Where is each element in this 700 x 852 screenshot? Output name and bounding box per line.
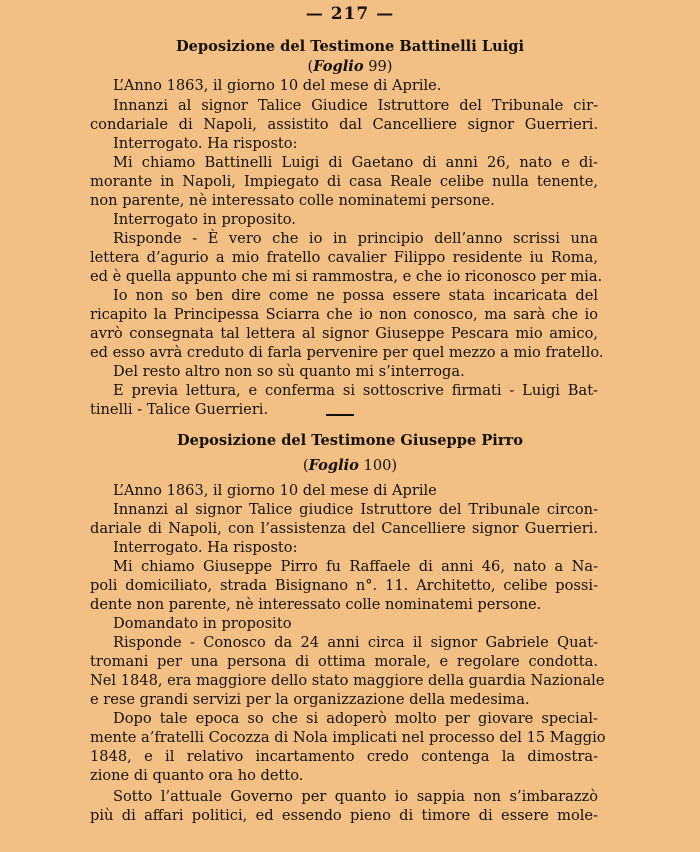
- text-line: Sotto l’attuale Governo per quanto io sappia non s’imbarazzò: [113, 788, 598, 805]
- text-line: Mi chiamo Battinelli Luigi di Gaetano di anni 26, nato e di-: [113, 154, 598, 171]
- text-line: Mi chiamo Giuseppe Pirro fu Raffaele di anni 46, nato a Na-: [113, 558, 598, 575]
- folio-word: Foglio: [308, 457, 359, 474]
- text-line: 1848, e il relativo incartamento credo contenga la dimostra-: [90, 748, 598, 765]
- text-line: avrò consegnata tal lettera al signor Giuseppe Pescara mio amico,: [90, 325, 598, 342]
- text-line: ed è quella appunto che mi si rammostra, e che io riconosco per mia.: [90, 268, 603, 285]
- text-line: L’Anno 1863, il giorno 10 del mese di Aprile: [113, 482, 437, 499]
- text-line: Nel 1848, era maggiore dello stato maggiore della guardia Nazionale: [90, 672, 605, 689]
- text-line: Risponde - È vero che io in principio dell’anno scrissi una: [113, 230, 598, 247]
- folio-reference: (Foglio 100): [302, 457, 398, 474]
- text-line: ed esso avrà creduto di farla pervenire per quel mezzo a mio fratello.: [90, 344, 604, 361]
- text-line: Interrogato. Ha risposto:: [113, 135, 298, 152]
- text-line: morante in Napoli, Impiegato di casa Reale celibe nulla tenente,: [90, 173, 598, 190]
- folio-number: 99): [368, 58, 393, 75]
- text-line: Del resto altro non so sù quanto mi s’interroga.: [113, 363, 465, 380]
- page-number: — 217 —: [305, 4, 395, 24]
- text-line: non parente, nè interessato colle nominatemi persone.: [90, 192, 495, 209]
- text-line: lettera d’agurio a mio fratello cavalier Filippo residente iu Roma,: [90, 249, 598, 266]
- text-line: zione di quanto ora ho detto.: [90, 767, 304, 784]
- text-line: Interrogato. Ha risposto:: [113, 539, 298, 556]
- text-line: Risponde - Conosco da 24 anni circa il signor Gabriele Quat-: [113, 634, 598, 651]
- folio-reference: (Foglio 99): [307, 58, 393, 75]
- text-line: Innanzi al signor Talice Giudice Istruttore del Tribunale cir-: [113, 97, 598, 114]
- text-line: poli domiciliato, strada Bisignano n°. 11. Architetto, celibe possi-: [90, 577, 598, 594]
- text-line: ricapito la Principessa Sciarra che io non conosco, ma sarà che io: [90, 306, 598, 323]
- text-line: tromani per una persona di ottima morale, e regolare condotta.: [90, 653, 598, 670]
- text-line: più di affari politici, ed essendo pieno di timore di essere mole-: [90, 807, 598, 824]
- text-line: condariale di Napoli, assistito dal Cancelliere signor Guerrieri.: [90, 116, 598, 133]
- section-heading: Deposizione del Testimone Battinelli Luigi: [175, 38, 524, 55]
- text-line: Innanzi al signor Talice giudice Istruttore del Tribunale circon-: [113, 501, 598, 518]
- text-line: E previa lettura, e conferma si sottoscrive firmati - Luigi Bat-: [113, 382, 598, 399]
- text-line: e rese grandi servizi per la organizzazione della medesima.: [90, 691, 530, 708]
- text-line: Interrogato in proposito.: [113, 211, 296, 228]
- section-divider: [326, 414, 354, 416]
- text-line: dariale di Napoli, con l’assistenza del Cancelliere signor Guerrieri.: [90, 520, 598, 537]
- text-line: mente a’fratelli Cocozza di Nola implicati nel processo del 15 Maggio: [90, 729, 606, 746]
- text-line: Io non so ben dire come ne possa essere stata incaricata del: [113, 287, 598, 304]
- folio-number: 100): [363, 457, 398, 474]
- section-heading: Deposizione del Testimone Giuseppe Pirro: [177, 432, 523, 449]
- text-line: dente non parente, nè interessato colle nominatemi persone.: [90, 596, 542, 613]
- text-line: Domandato in proposito: [113, 615, 292, 632]
- folio-word: Foglio: [313, 58, 364, 75]
- text-line: L’Anno 1863, il giorno 10 del mese di Aprile.: [113, 77, 442, 94]
- text-line: Dopo tale epoca so che si adoperò molto per giovare special-: [113, 710, 598, 727]
- text-line: tinelli - Talice Guerrieri.: [90, 401, 269, 418]
